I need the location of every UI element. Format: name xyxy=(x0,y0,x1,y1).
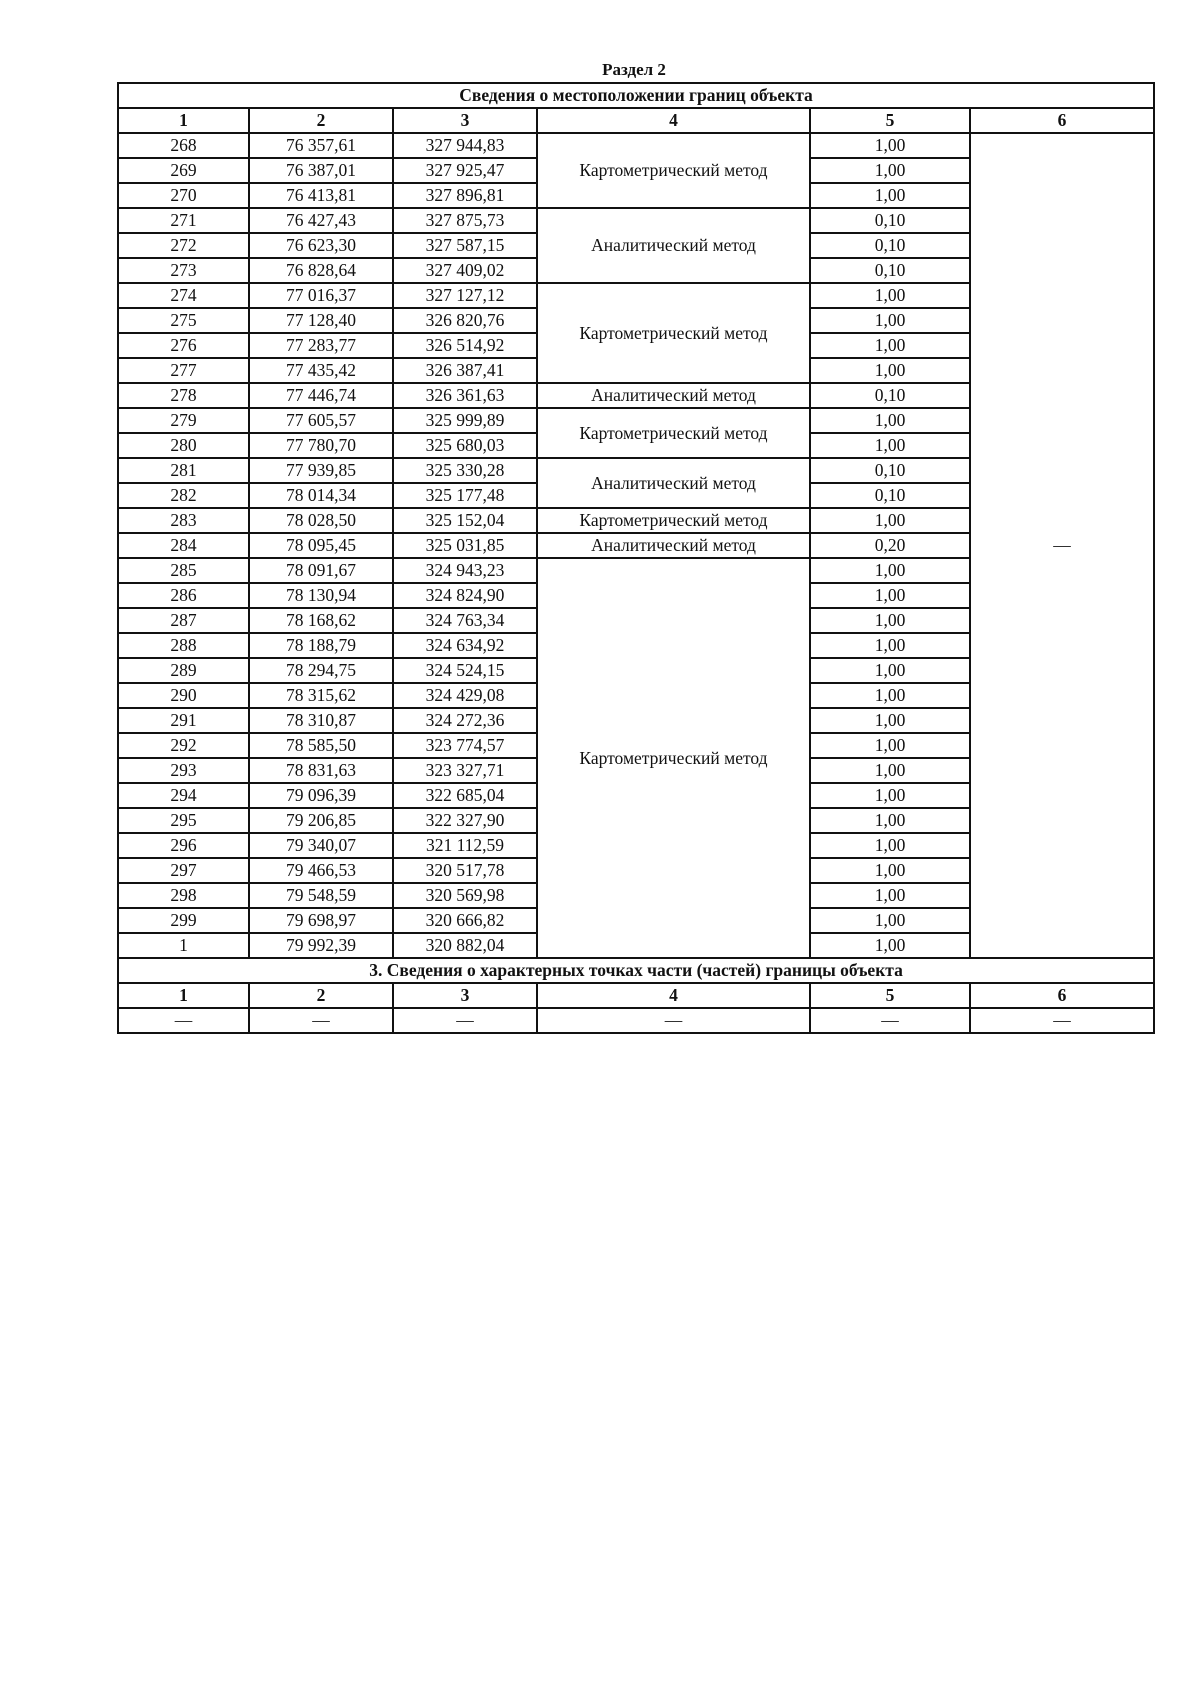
coord-y: 326 387,41 xyxy=(393,358,537,383)
coord-x: 78 091,67 xyxy=(249,558,393,583)
empty-dash: — xyxy=(537,1008,810,1033)
point-number: 281 xyxy=(118,458,249,483)
point-number: 283 xyxy=(118,508,249,533)
coord-x: 76 413,81 xyxy=(249,183,393,208)
method-cell: Аналитический метод xyxy=(537,208,810,283)
point-number: 269 xyxy=(118,158,249,183)
coord-x: 78 310,87 xyxy=(249,708,393,733)
coord-y: 327 875,73 xyxy=(393,208,537,233)
accuracy: 1,00 xyxy=(810,333,970,358)
coord-y: 326 361,63 xyxy=(393,383,537,408)
coord-y: 320 569,98 xyxy=(393,883,537,908)
method-cell: Картометрический метод xyxy=(537,508,810,533)
point-number: 282 xyxy=(118,483,249,508)
point-number: 285 xyxy=(118,558,249,583)
point-number: 289 xyxy=(118,658,249,683)
point-number: 276 xyxy=(118,333,249,358)
coord-y: 322 685,04 xyxy=(393,783,537,808)
method-cell: Аналитический метод xyxy=(537,458,810,508)
coord-y: 325 680,03 xyxy=(393,433,537,458)
point-number: 293 xyxy=(118,758,249,783)
method-cell: Аналитический метод xyxy=(537,533,810,558)
coord-y: 324 824,90 xyxy=(393,583,537,608)
coord-y: 325 177,48 xyxy=(393,483,537,508)
coord-y: 321 112,59 xyxy=(393,833,537,858)
point-number: 277 xyxy=(118,358,249,383)
coord-y: 324 634,92 xyxy=(393,633,537,658)
accuracy: 0,10 xyxy=(810,258,970,283)
accuracy: 1,00 xyxy=(810,708,970,733)
coord-x: 78 168,62 xyxy=(249,608,393,633)
point-number: 284 xyxy=(118,533,249,558)
column-header: 4 xyxy=(537,108,810,133)
accuracy: 0,10 xyxy=(810,233,970,258)
section3-title: 3. Сведения о характерных точках части (частей) границы объекта xyxy=(118,958,1154,983)
coord-x: 78 028,50 xyxy=(249,508,393,533)
point-number: 287 xyxy=(118,608,249,633)
coord-y: 323 774,57 xyxy=(393,733,537,758)
accuracy: 1,00 xyxy=(810,783,970,808)
accuracy: 1,00 xyxy=(810,633,970,658)
coord-x: 76 427,43 xyxy=(249,208,393,233)
accuracy: 1,00 xyxy=(810,858,970,883)
boundary-table xyxy=(117,82,1155,1034)
coord-y: 327 587,15 xyxy=(393,233,537,258)
empty-dash: — xyxy=(810,1008,970,1033)
point-number: 286 xyxy=(118,583,249,608)
coord-y: 327 925,47 xyxy=(393,158,537,183)
coord-y: 327 127,12 xyxy=(393,283,537,308)
point-number: 278 xyxy=(118,383,249,408)
section-title: Сведения о местоположении границ объекта xyxy=(118,83,1154,108)
coord-x: 76 357,61 xyxy=(249,133,393,158)
accuracy: 1,00 xyxy=(810,658,970,683)
accuracy: 1,00 xyxy=(810,733,970,758)
accuracy: 1,00 xyxy=(810,758,970,783)
page-title: Раздел 2 xyxy=(602,60,666,79)
coord-x: 77 435,42 xyxy=(249,358,393,383)
coord-x: 78 095,45 xyxy=(249,533,393,558)
method-cell: Картометрический метод xyxy=(537,408,810,458)
point-number: 268 xyxy=(118,133,249,158)
coord-y: 324 763,34 xyxy=(393,608,537,633)
accuracy: 1,00 xyxy=(810,183,970,208)
column-header: 3 xyxy=(393,983,537,1008)
accuracy: 1,00 xyxy=(810,158,970,183)
method-cell: Аналитический метод xyxy=(537,383,810,408)
coord-y: 323 327,71 xyxy=(393,758,537,783)
point-number: 1 xyxy=(118,933,249,958)
coord-x: 78 294,75 xyxy=(249,658,393,683)
point-number: 295 xyxy=(118,808,249,833)
coord-x: 78 188,79 xyxy=(249,633,393,658)
coord-x: 77 128,40 xyxy=(249,308,393,333)
coord-x: 79 548,59 xyxy=(249,883,393,908)
coord-x: 77 939,85 xyxy=(249,458,393,483)
empty-dash: — xyxy=(970,1008,1154,1033)
coord-x: 77 780,70 xyxy=(249,433,393,458)
section-title-row xyxy=(118,83,1154,108)
coord-x: 78 585,50 xyxy=(249,733,393,758)
section3-title-row xyxy=(118,958,1154,983)
point-number: 280 xyxy=(118,433,249,458)
coord-y: 326 514,92 xyxy=(393,333,537,358)
accuracy: 1,00 xyxy=(810,908,970,933)
coord-x: 77 016,37 xyxy=(249,283,393,308)
method-cell: Картометрический метод xyxy=(537,133,810,208)
point-number: 290 xyxy=(118,683,249,708)
coord-x: 79 206,85 xyxy=(249,808,393,833)
accuracy: 1,00 xyxy=(810,583,970,608)
column-header: 2 xyxy=(249,108,393,133)
column-header: 1 xyxy=(118,108,249,133)
table-row xyxy=(118,133,1154,158)
coord-y: 320 882,04 xyxy=(393,933,537,958)
point-number: 297 xyxy=(118,858,249,883)
accuracy: 1,00 xyxy=(810,133,970,158)
accuracy: 0,10 xyxy=(810,383,970,408)
coord-y: 327 896,81 xyxy=(393,183,537,208)
coord-y: 325 031,85 xyxy=(393,533,537,558)
accuracy: 1,00 xyxy=(810,683,970,708)
accuracy: 1,00 xyxy=(810,608,970,633)
coord-x: 76 828,64 xyxy=(249,258,393,283)
point-number: 298 xyxy=(118,883,249,908)
point-number: 291 xyxy=(118,708,249,733)
point-number: 288 xyxy=(118,633,249,658)
coord-y: 325 999,89 xyxy=(393,408,537,433)
point-number: 296 xyxy=(118,833,249,858)
empty-dash: — xyxy=(393,1008,537,1033)
coord-y: 324 943,23 xyxy=(393,558,537,583)
coord-x: 78 130,94 xyxy=(249,583,393,608)
method-cell: Картометрический метод xyxy=(537,283,810,383)
point-number: 275 xyxy=(118,308,249,333)
accuracy: 1,00 xyxy=(810,808,970,833)
coord-x: 76 623,30 xyxy=(249,233,393,258)
coord-y: 324 429,08 xyxy=(393,683,537,708)
method-cell: Картометрический метод xyxy=(537,558,810,958)
coord-x: 77 283,77 xyxy=(249,333,393,358)
accuracy: 1,00 xyxy=(810,883,970,908)
point-number: 274 xyxy=(118,283,249,308)
coord-x: 78 315,62 xyxy=(249,683,393,708)
column-header: 3 xyxy=(393,108,537,133)
coord-y: 320 517,78 xyxy=(393,858,537,883)
coord-x: 79 466,53 xyxy=(249,858,393,883)
column-header: 5 xyxy=(810,983,970,1008)
coord-y: 327 944,83 xyxy=(393,133,537,158)
coord-x: 79 992,39 xyxy=(249,933,393,958)
coord-y: 322 327,90 xyxy=(393,808,537,833)
accuracy: 1,00 xyxy=(810,558,970,583)
coord-x: 77 605,57 xyxy=(249,408,393,433)
point-number: 299 xyxy=(118,908,249,933)
accuracy: 1,00 xyxy=(810,833,970,858)
coord-y: 327 409,02 xyxy=(393,258,537,283)
accuracy: 1,00 xyxy=(810,408,970,433)
accuracy: 1,00 xyxy=(810,358,970,383)
coord-x: 76 387,01 xyxy=(249,158,393,183)
point-number: 294 xyxy=(118,783,249,808)
empty-dash: — xyxy=(118,1008,249,1033)
empty-dash: — xyxy=(249,1008,393,1033)
point-number: 273 xyxy=(118,258,249,283)
header-row xyxy=(118,108,1154,133)
accuracy: 0,10 xyxy=(810,483,970,508)
column-header: 2 xyxy=(249,983,393,1008)
column-header: 6 xyxy=(970,983,1154,1008)
column-header: 5 xyxy=(810,108,970,133)
coord-y: 326 820,76 xyxy=(393,308,537,333)
coord-y: 320 666,82 xyxy=(393,908,537,933)
accuracy: 1,00 xyxy=(810,308,970,333)
coord-x: 79 698,97 xyxy=(249,908,393,933)
coord-y: 325 330,28 xyxy=(393,458,537,483)
coord-x: 78 014,34 xyxy=(249,483,393,508)
section3-row xyxy=(118,1008,1154,1033)
coord-x: 79 096,39 xyxy=(249,783,393,808)
accuracy: 1,00 xyxy=(810,933,970,958)
accuracy: 0,10 xyxy=(810,208,970,233)
accuracy: 1,00 xyxy=(810,508,970,533)
coord-x: 79 340,07 xyxy=(249,833,393,858)
accuracy: 0,20 xyxy=(810,533,970,558)
coord-y: 324 272,36 xyxy=(393,708,537,733)
col6-value: — xyxy=(970,133,1154,958)
coord-y: 325 152,04 xyxy=(393,508,537,533)
accuracy: 1,00 xyxy=(810,283,970,308)
coord-x: 77 446,74 xyxy=(249,383,393,408)
column-header: 4 xyxy=(537,983,810,1008)
point-number: 279 xyxy=(118,408,249,433)
column-header: 1 xyxy=(118,983,249,1008)
coord-y: 324 524,15 xyxy=(393,658,537,683)
point-number: 292 xyxy=(118,733,249,758)
coord-x: 78 831,63 xyxy=(249,758,393,783)
point-number: 271 xyxy=(118,208,249,233)
point-number: 272 xyxy=(118,233,249,258)
point-number: 270 xyxy=(118,183,249,208)
accuracy: 1,00 xyxy=(810,433,970,458)
column-header: 6 xyxy=(970,108,1154,133)
section3-header-row xyxy=(118,983,1154,1008)
accuracy: 0,10 xyxy=(810,458,970,483)
